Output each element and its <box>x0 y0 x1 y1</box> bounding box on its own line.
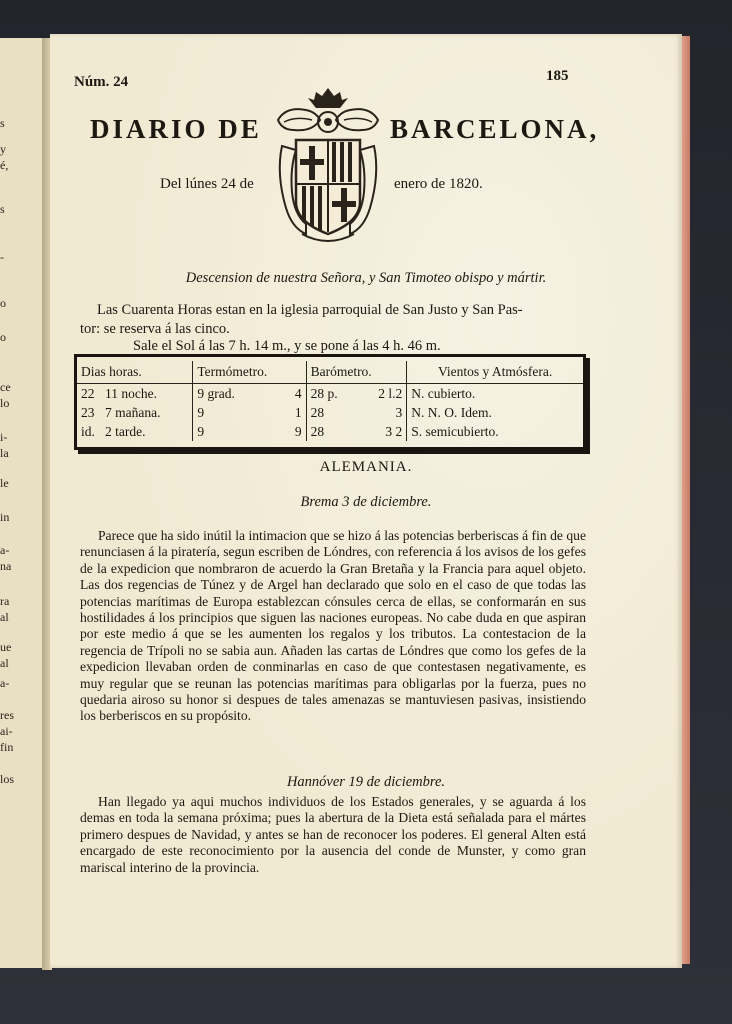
forty-hours-line-2: tor: se reserva á las cinco. <box>80 321 230 337</box>
left-fragment: s <box>0 116 5 130</box>
left-fragment: la <box>0 446 9 460</box>
date-left: Del lúnes 24 de <box>160 176 254 192</box>
left-fragment: lo <box>0 396 10 410</box>
cell-bar1: 28 <box>310 404 325 420</box>
left-fragment: o <box>0 330 6 344</box>
left-fragment: i- <box>0 430 8 444</box>
left-fragment: al <box>0 656 9 670</box>
article-hannover <box>80 794 586 876</box>
page-number: 185 <box>546 68 569 84</box>
cell-wind: N. N. O. Idem. <box>411 404 492 420</box>
cell-hour: 7 mañana. <box>101 403 193 422</box>
forty-hours-line-1: Las Cuarenta Horas estan en la iglesia parroquial de San Justo y San Pas- <box>97 302 523 318</box>
left-fragment: s <box>0 202 5 216</box>
saints-of-the-day: Descension de nuestra Señora, y San Timoteo obispo y mártir. <box>185 270 547 286</box>
left-fragment: al <box>0 610 9 624</box>
cell-grad: 9 <box>197 404 205 420</box>
left-fragment: ai- <box>0 724 13 738</box>
cell-bar1: 28 p. <box>310 385 338 401</box>
col-thermometer: Termómetro. <box>193 361 306 384</box>
article-bremen <box>80 528 586 725</box>
cell-bar2: 3 <box>359 403 407 422</box>
table-row <box>77 384 583 404</box>
cell-therm: 4 <box>278 384 306 404</box>
dateline-hannover: Hannóver 19 de diciembre. <box>286 774 446 790</box>
newspaper-page <box>50 34 682 968</box>
cell-day: 23 <box>81 404 95 420</box>
col-barometer: Barómetro. <box>306 361 407 384</box>
masthead-title-right: BARCELONA, <box>390 114 600 144</box>
left-fragment: los <box>0 772 15 786</box>
left-fragment: a- <box>0 676 10 690</box>
cell-grad: 9 <box>197 423 205 439</box>
left-fragment: na <box>0 559 12 573</box>
weather-table <box>74 354 586 450</box>
coat-of-arms-icon <box>272 84 384 246</box>
cell-therm: 9 <box>278 422 306 441</box>
left-fragment: ra <box>0 594 10 608</box>
left-fragment: ue <box>0 640 12 654</box>
dateline-bremen: Brema 3 de diciembre. <box>300 494 432 510</box>
left-fragment: fin <box>0 740 14 754</box>
article-paragraph: Han llegado ya aqui muchos individuos de los Estados generales, y se aguarda á los demas en toda la semana próxima; pues la abertura de la Dieta está señalada para el mártes primero despues de Navidad, y antes se han de reconocer los poderes. El general Alten está encargado de este reconocimiento por la ausencia del conde de Munster, y como gran mariscal interino de la provincia. <box>80 794 586 875</box>
section-heading: ALEMANIA. <box>319 459 413 475</box>
date-right: enero de 1820. <box>394 176 483 192</box>
left-page-fragment <box>0 38 44 968</box>
article-paragraph: Parece que ha sido inútil la intimacion que se hizo á las potencias berberiscas á fin de que renunciasen á la piratería, segun escriben de Lóndres, con referencia á los avisos de los gefes de la expedicion que nombraron de acuerdo la Gran Bretaña y la Francia para aquel objeto. Las dos regencias de Túnez y de Argel han declarado que solo en el caso de que todas las potencias marítimas de Europa establezcan cónsules cerca de ellas, se conformarán en sus hostilidades á los principios que siguen las naciones europeas. No cabe duda en que aspiran por este medio á que se les aumenten los regalos y los tributos. La contestacion de la regencia de Trípoli no se sabia aun. Añaden las cartas de Lóndres que como los gefes de la expedicion llevaban orden de conminarlas en caso de que contestasen negativamente, es muy regular que se reunan las potencias marítimas para obligarlas por la fuerza, pues no quedaria airoso su honor si despues de tales amenazas se mantuviesen pasivas, insistiendo los berberiscos en su propósito. <box>80 528 586 724</box>
masthead-title-left: DIARIO DE <box>90 114 262 144</box>
cell-bar2: 2 l.2 <box>359 384 407 404</box>
col-winds: Vientos y Atmósfera. <box>407 361 583 384</box>
table-row <box>77 403 583 422</box>
cell-hour: 11 noche. <box>101 384 193 404</box>
col-days-hours: Dias horas. <box>77 361 193 384</box>
left-fragment: é, <box>0 158 9 172</box>
left-fragment: le <box>0 476 9 490</box>
left-fragment: res <box>0 708 14 722</box>
cell-day: 22 <box>81 385 95 401</box>
cell-bar1: 28 <box>310 423 325 439</box>
sunrise-sunset: Sale el Sol á las 7 h. 14 m., y se pone á las 4 h. 46 m. <box>133 338 441 354</box>
left-fragment: ce <box>0 380 11 394</box>
cell-bar2: 3 2 <box>359 422 407 441</box>
cell-hour: 2 tarde. <box>101 422 193 441</box>
issue-number: Núm. 24 <box>74 74 129 90</box>
cell-wind: S. semicubierto. <box>411 423 499 439</box>
left-fragment: o <box>0 296 6 310</box>
weather-header-row <box>77 361 583 384</box>
cell-grad: 9 grad. <box>197 385 235 401</box>
left-fragment: in <box>0 510 10 524</box>
cell-day: id. <box>81 423 95 439</box>
left-fragment: - <box>0 250 4 264</box>
cell-therm: 1 <box>278 403 306 422</box>
left-fragment: a- <box>0 543 10 557</box>
cell-wind: N. cubierto. <box>411 385 476 401</box>
table-row <box>77 422 583 441</box>
left-fragment: y <box>0 142 6 156</box>
